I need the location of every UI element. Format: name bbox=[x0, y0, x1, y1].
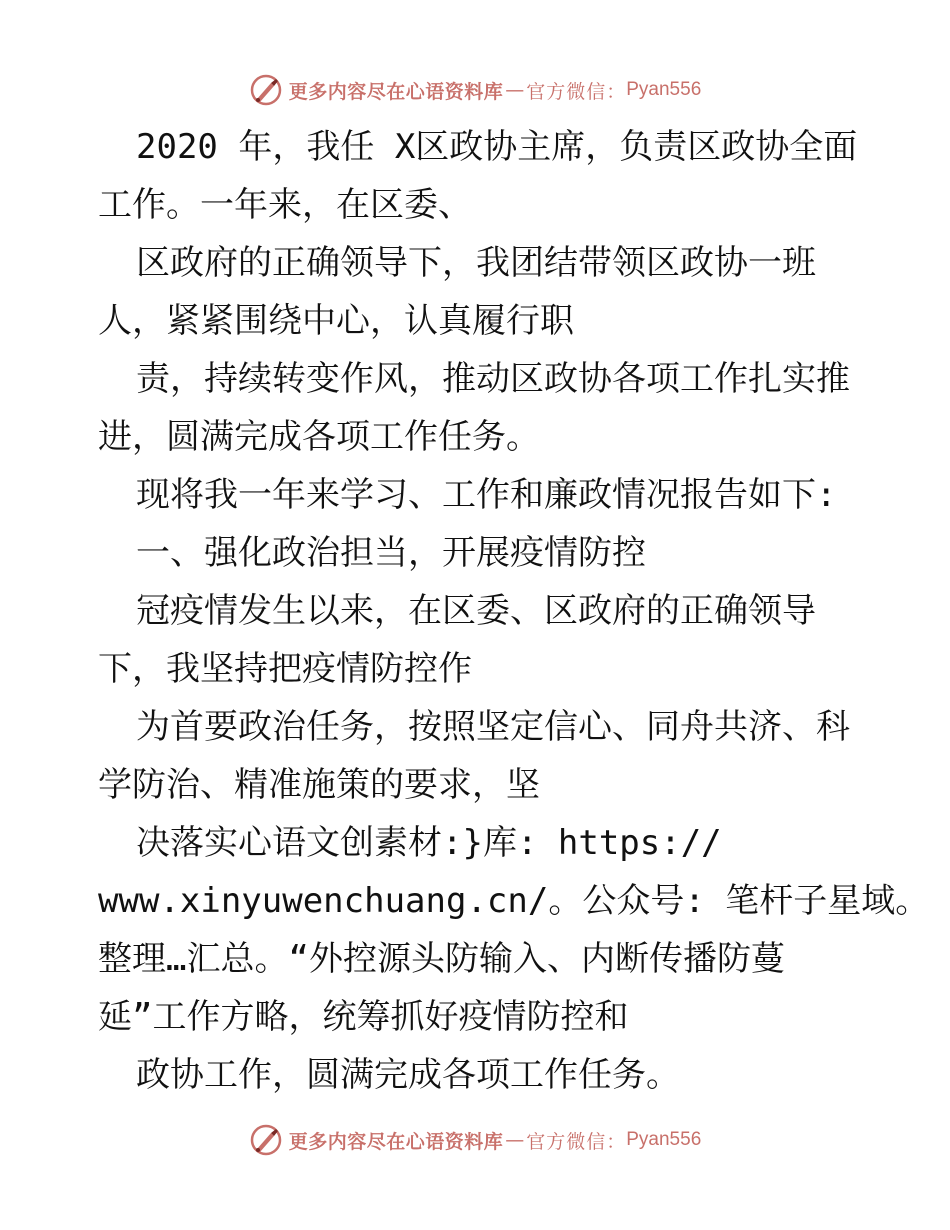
banner-wechat-id: Pyan556 bbox=[626, 1129, 702, 1150]
text-line: www.xinyuwenchuang.cn/。公众号: 笔杆子星域。 bbox=[98, 881, 930, 921]
text-line: 整理…汇总。“外控源头防输入、内断传播防蔓 bbox=[98, 939, 785, 979]
pen-logo-icon bbox=[249, 73, 283, 107]
text-line: 下，我坚持把疫情防控作 bbox=[98, 649, 472, 689]
banner-text: 更多内容尽在心语资料库 bbox=[288, 80, 504, 103]
banner-label: 官方微信： bbox=[526, 80, 627, 103]
text-line: 工作。一年来，在区委、 bbox=[98, 185, 472, 225]
banner-text: 更多内容尽在心语资料库 bbox=[288, 1130, 504, 1153]
footer-watermark-banner bbox=[0, 1122, 950, 1158]
text-line: 区政府的正确领导下，我团结带领区政协一班 bbox=[136, 243, 816, 283]
text-line: 责，持续转变作风，推动区政协各项工作扎实推 bbox=[136, 359, 850, 399]
document-body bbox=[98, 118, 930, 1104]
banner-dash: — bbox=[505, 1129, 525, 1151]
banner-label: 官方微信： bbox=[526, 1130, 627, 1153]
text-line: 决落实心语文创素材:}库: https:// bbox=[136, 823, 722, 863]
text-line: 为首要政治任务，按照坚定信心、同舟共济、科 bbox=[136, 707, 850, 747]
header-watermark-banner bbox=[0, 72, 950, 108]
banner-wechat-id: Pyan556 bbox=[626, 79, 702, 100]
pen-logo-icon bbox=[249, 1123, 283, 1157]
text-line: 冠疫情发生以来，在区委、区政府的正确领导 bbox=[136, 591, 816, 631]
text-line: 延”工作方略，统筹抓好疫情防控和 bbox=[98, 997, 629, 1037]
text-line: 进，圆满完成各项工作任务。 bbox=[98, 417, 540, 457]
text-line: 人，紧紧围绕中心，认真履行职 bbox=[98, 301, 574, 341]
banner-dash: — bbox=[505, 79, 525, 101]
text-line: 现将我一年来学习、工作和廉政情况报告如下: bbox=[136, 475, 837, 515]
text-line: 学防治、精准施策的要求，坚 bbox=[98, 765, 540, 805]
text-line: 2020 年，我任 X区政协主席，负责区政协全面 bbox=[136, 127, 858, 167]
text-line: 政协工作，圆满完成各项工作任务。 bbox=[136, 1055, 680, 1095]
section-heading: 一、强化政治担当，开展疫情防控 bbox=[136, 533, 646, 573]
